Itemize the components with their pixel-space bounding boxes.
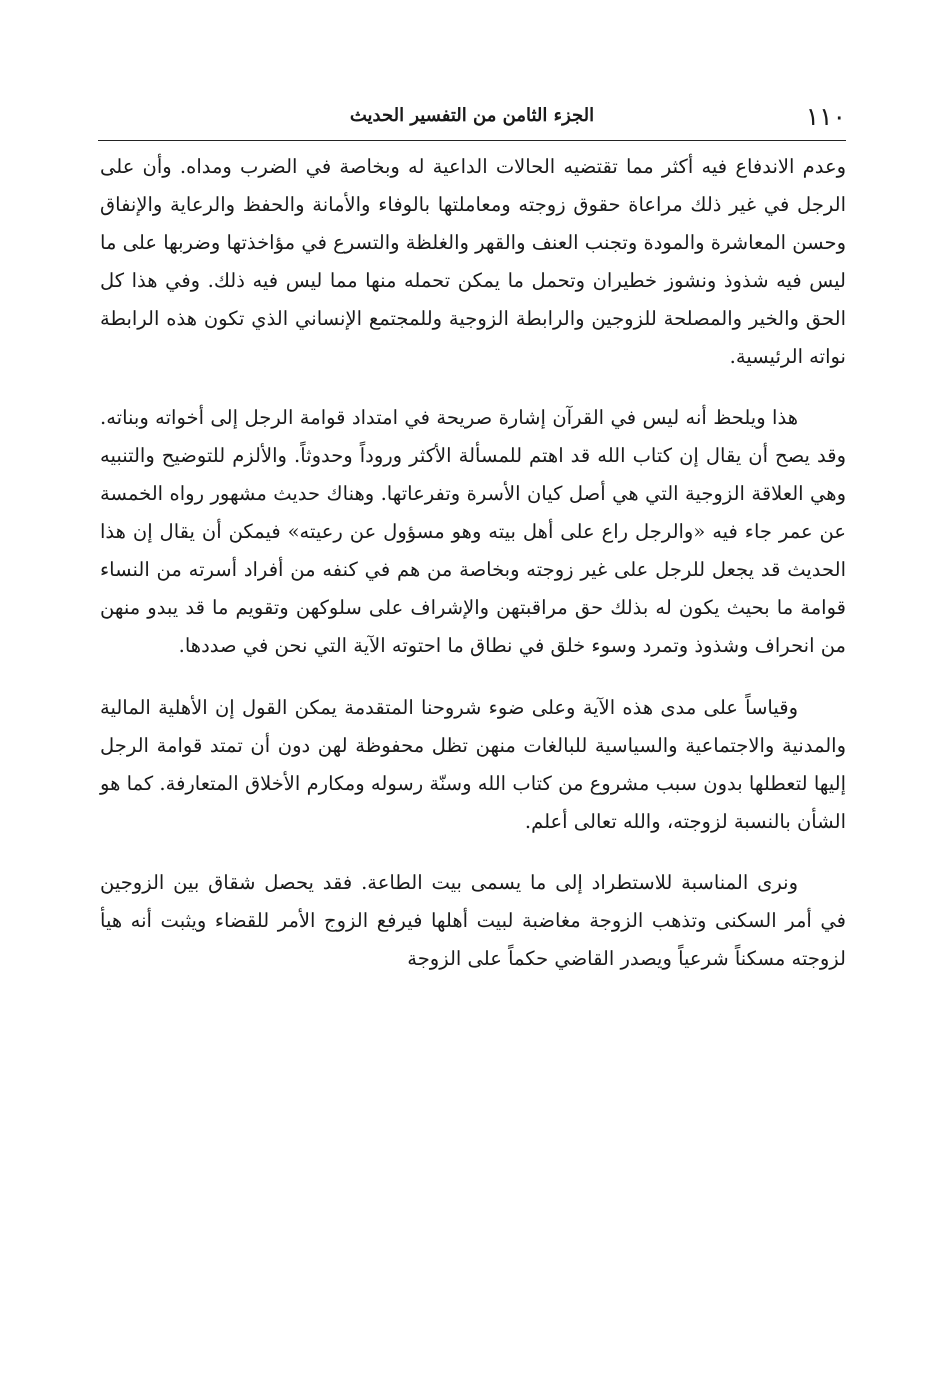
header-rule xyxy=(98,140,846,141)
running-head xyxy=(98,96,846,136)
running-title: الجزء الثامن من التفسير الحديث xyxy=(349,105,595,126)
paragraph: هذا ويلحظ أنه ليس في القرآن إشارة صريحة في امتداد قوامة الرجل إلى أخواته وبناته. وقد يصح أن يقال إن كتاب الله قد اهتم للمسألة الأكثر وروداً وحدوثاً. والألزم للتوضيح والتنبيه وهي العلاقة الزوجية التي هي أصل كيان الأسرة وتفرعاتها. وهناك حديث مشهور رواه الخمسة عن عمر جاء فيه «والرجل راع على أهل بيته وهو مسؤول عن رعيته» فيمكن أن يقال إن هذا الحديث قد يجعل للرجل على غير زوجته وبخاصة من هم في كنفه من أفراد أسرته من النساء قوامة ما بحيث يكون له بذلك حق مراقبتهن والإشراف على سلوكهن وتقويم ما قد يبدو منهن من انحراف وشذوذ وتمرد وسوء خلق في نطاق ما احتوته الآية التي نحن في صددها. xyxy=(100,406,846,657)
paragraph-continuation: وعدم الاندفاع فيه أكثر مما تقتضيه الحالات الداعية له وبخاصة في الضرب ومداه. وأن على الرجل في غير ذلك مراعاة حقوق زوجته ومعاملتها بالوفاء والأمانة والحفظ والرعاية والإنفاق وحسن المعاشرة والمودة وتجنب العنف والقهر والغلظة والتسرع في مؤاخذتها وضربها على ما ليس فيه شذوذ ونشوز خطيران وتحمل ما يمكن تحمله منها مما ليس فيه ذلك. وفي هذا كل الحق والخير والمصلحة للزوجين والرابطة الزوجية وللمجتمع الإنساني الذي تكون هذه الرابطة نواته الرئيسية. xyxy=(100,155,846,368)
page-number: ١١٠ xyxy=(805,102,846,131)
paragraph: وقياساً على مدى هذه الآية وعلى ضوء شروحنا المتقدمة يمكن القول إن الأهلية المالية والمدنية والاجتماعية والسياسية للبالغات منهن تظل محفوظة لهن دون أن تمتد قوامة الرجل إليها لتعطلها بدون سبب مشروع من كتاب الله وسنّة رسوله ومكارم الأخلاق المتعارفة. كما هو الشأن بالنسبة لزوجته، والله تعالى أعلم. xyxy=(100,695,846,833)
body-text xyxy=(100,148,846,978)
paragraph: ونرى المناسبة للاستطراد إلى ما يسمى بيت الطاعة. فقد يحصل شقاق بين الزوجين في أمر السكنى وتذهب الزوجة مغاضبة لبيت أهلها فيرفع الزوج الأمر للقضاء ويثبت أنه هيأ لزوجته مسكناً شرعياً ويصدر القاضي حكماً على الزوجة xyxy=(100,871,846,971)
